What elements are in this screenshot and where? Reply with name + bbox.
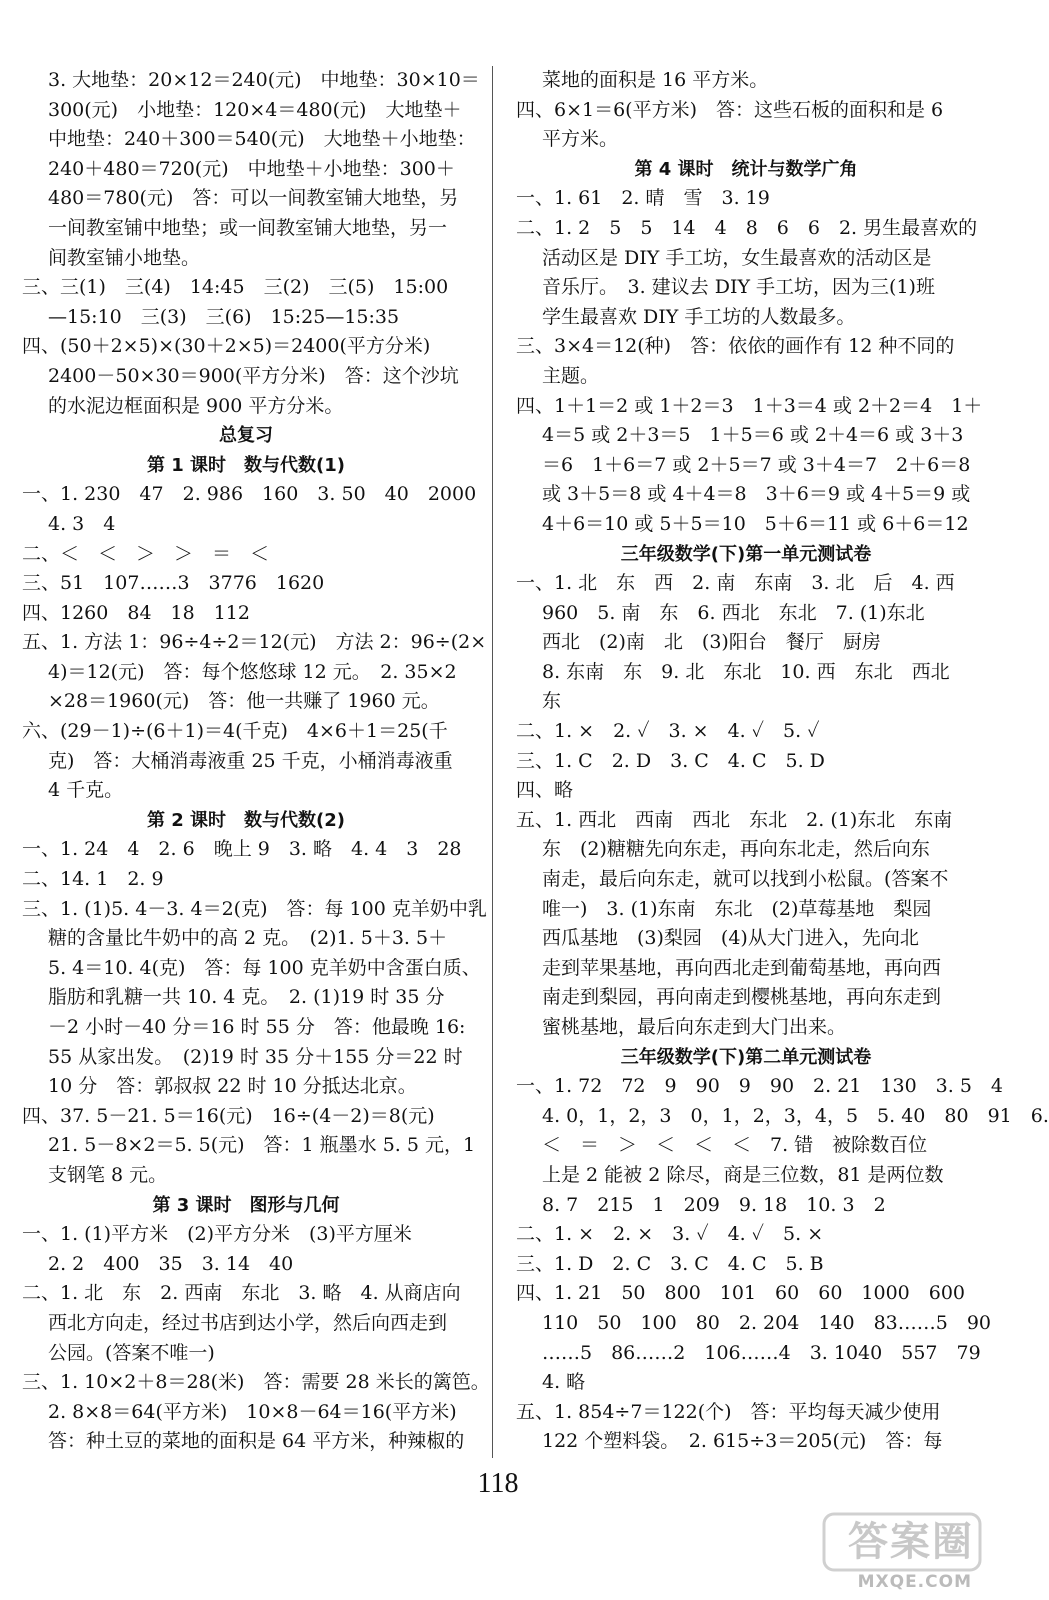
answer-line: 一、1. 24 4 2. 6 晚上 9 3. 略 4. 4 3 28 <box>22 838 462 861</box>
answer-line: 东 <box>542 690 562 713</box>
answer-line: 音乐厅。 3. 建议去 DIY 手工坊，因为三(1)班 <box>542 276 935 299</box>
answer-line: 或 3＋5＝8 或 4＋4＝8 3＋6＝9 或 4＋5＝9 或 <box>542 483 971 506</box>
answer-line: 三、3×4＝12(种) 答：依依的画作有 12 种不同的 <box>516 335 955 358</box>
answer-line: 西瓜基地 (3)梨园 (4)从大门进入，先向北 <box>542 927 919 950</box>
watermark-title: 答案圈 <box>848 1519 974 1565</box>
answer-line: 三、51 107……3 3776 1620 <box>22 572 325 595</box>
answer-line: ×28＝1960(元) 答：他一共赚了 1960 元。 <box>48 690 440 713</box>
answer-line: 300(元) 小地垫：120×4＝480(元) 大地垫＋ <box>48 98 462 121</box>
answer-line: 三、1. C 2. D 3. C 4. C 5. D <box>516 749 825 772</box>
answer-line: 平方米。 <box>542 128 619 151</box>
answer-line: 四、6×1＝6(平方米) 答：这些石板的面积和是 6 <box>516 98 944 121</box>
answer-line: 菜地的面积是 16 平方米。 <box>542 69 769 91</box>
answer-line: 三、1. 10×2＋8＝28(米) 答：需要 28 米长的篱笆。 <box>22 1371 490 1394</box>
answer-line: 一、1. 61 2. 晴 雪 3. 19 <box>516 187 770 210</box>
left-column <box>22 66 490 1457</box>
answer-line: 2400－50×30＝900(平方分米) 答：这个沙坑 <box>48 364 459 387</box>
answer-line: 二、14. 1 2. 9 <box>22 868 164 891</box>
answer-line: 学生最喜欢 DIY 手工坊的人数最多。 <box>542 305 856 328</box>
answer-line: 公园。(答案不唯一) <box>48 1341 215 1364</box>
answer-line: 4＝5 或 2＋3＝5 1＋5＝6 或 2＋4＝6 或 3＋3 <box>542 424 964 447</box>
answer-line: 蜜桃基地，最后向东走到大门出来。 <box>542 1016 847 1038</box>
answer-line: 糖的含量比牛奶中的高 2 克。 (2)1. 5＋3. 5＋ <box>48 927 448 950</box>
answer-line: 主题。 <box>542 364 600 387</box>
answer-line: 活动区是 DIY 手工坊，女生最喜欢的活动区是 <box>542 246 932 269</box>
answer-line: 4 千克。 <box>48 779 124 802</box>
answer-line: 上是 2 能被 2 除尽，商是三位数，81 是两位数 <box>542 1163 944 1186</box>
column-divider <box>492 66 493 1458</box>
section-heading: 第 2 课时 数与代数(2) <box>146 809 346 831</box>
answer-line: 中地垫：240＋300＝540(元) 大地垫＋小地垫： <box>48 128 476 151</box>
answer-line: 二、1. × 2. ✓ 3. × 4. ✓ 5. ✓ <box>516 720 820 743</box>
answer-line: 的水泥边框面积是 900 平方分米。 <box>48 394 344 417</box>
answer-line: 四、1260 84 18 112 <box>22 601 250 624</box>
answer-line: 间教室铺小地垫。 <box>48 246 201 269</box>
answer-line: 南走，最后向东走，就可以找到小松鼠。(答案不 <box>542 868 949 891</box>
answer-line: 四、略 <box>516 779 574 802</box>
answer-line: 122 个塑料袋。 2. 615÷3＝205(元) 答：每 <box>542 1430 943 1453</box>
answer-line: 西北方向走，经过书店到达小学，然后向西走到 <box>48 1311 448 1334</box>
answer-line: 二、＜ ＜ ＞ ＞ ＝ ＜ <box>22 542 270 565</box>
answer-line: 二、1. 2 5 5 14 4 8 6 6 2. 男生最喜欢的 <box>516 216 978 239</box>
answer-line: 4. 3 4 <box>48 512 116 535</box>
section-heading: 第 3 课时 图形与几何 <box>152 1194 340 1216</box>
answer-line: 一间教室铺中地垫；或一间教室铺大地垫，另一 <box>48 216 448 239</box>
answer-line: 5. 4＝10. 4(克) 答：每 100 克羊奶中含蛋白质、 <box>48 956 481 979</box>
section-heading: 第 4 课时 统计与数学广角 <box>634 158 858 180</box>
answer-line: 答：种土豆的菜地的面积是 64 平方米，种辣椒的 <box>48 1430 465 1453</box>
answer-line: －2 小时－40 分＝16 时 55 分 答：他最晚 16: <box>48 1016 466 1038</box>
answer-line: 一、1. 72 72 9 90 9 90 2. 21 130 3. 5 4 <box>516 1075 1004 1098</box>
answer-line: 110 50 100 80 2. 204 140 83……5 90 <box>542 1311 992 1334</box>
answer-line: 4. 略 <box>542 1371 586 1394</box>
answer-line: 480＝780(元) 答：可以一间教室铺大地垫，另 <box>48 187 459 210</box>
answer-line: 8. 7 215 1 209 9. 18 10. 3 2 <box>542 1193 886 1216</box>
answer-line: 三、1. (1)5. 4－3. 4＝2(克) 答：每 100 克羊奶中乳 <box>22 897 487 920</box>
answer-line: 三、三(1) 三(4) 14:45 三(2) 三(5) 15:00 <box>22 276 449 299</box>
answer-line: 2. 2 400 35 3. 14 40 <box>48 1252 294 1275</box>
answer-line: 四、1＋1＝2 或 1＋2＝3 1＋3＝4 或 2＋2＝4 1＋ <box>516 394 983 417</box>
answer-line: 脂肪和乳糖一共 10. 4 克。 2. (1)19 时 35 分 <box>48 986 445 1009</box>
answer-line: 一、1. 230 47 2. 986 160 3. 50 40 2000 <box>22 483 477 506</box>
answer-line: 五、1. 西北 西南 西北 东北 2. (1)东北 东南 <box>516 808 953 831</box>
answer-line: 一、1. (1)平方米 (2)平方分米 (3)平方厘米 <box>22 1223 412 1246</box>
answer-line: 唯一) 3. (1)东南 东北 (2)草莓基地 梨园 <box>542 897 932 920</box>
right-column <box>516 66 1049 1457</box>
section-heading: 三年级数学(下)第二单元测试卷 <box>620 1046 872 1068</box>
answer-line: 西北 (2)南 北 (3)阳台 餐厅 厨房 <box>542 631 881 654</box>
answer-line: 四、1. 21 50 800 101 60 60 1000 600 <box>516 1282 966 1305</box>
section-heading: 总复习 <box>219 425 273 447</box>
answer-line: 五、1. 854÷7＝122(个) 答：平均每天减少使用 <box>516 1400 941 1423</box>
answer-line: 二、1. 北 东 2. 西南 东北 3. 略 4. 从商店向 <box>22 1282 461 1305</box>
answer-line: 4. 0，1，2，3 0，1，2，3，4，5 5. 40 80 91 6. <box>542 1104 1049 1127</box>
section-heading: 第 1 课时 数与代数(1) <box>146 454 346 476</box>
answer-line: ＝6 1＋6＝7 或 2＋5＝7 或 3＋4＝7 2＋6＝8 <box>542 453 971 476</box>
answer-line: 2. 8×8＝64(平方米) 10×8－64＝16(平方米) <box>48 1400 457 1423</box>
answer-line: 三、1. D 2. C 3. C 4. C 5. B <box>516 1252 824 1275</box>
answer-line: 21. 5－8×2＝5. 5(元) 答：1 瓶墨水 5. 5 元，1 <box>48 1134 476 1157</box>
answer-line: 240＋480＝720(元) 中地垫＋小地垫：300＋ <box>48 157 455 180</box>
page-number: 118 <box>477 1468 519 1499</box>
answer-line: 克) 答：大桶消毒液重 25 千克，小桶消毒液重 <box>48 749 453 772</box>
answer-line: 4)＝12(元) 答：每个悠悠球 12 元。 2. 35×2 <box>48 660 457 683</box>
answer-line: ＜ ＝ ＞ ＜ ＜ ＜ 7. 错 被除数百位 <box>542 1134 928 1157</box>
watermark-url: MXQE.COM <box>857 1572 972 1592</box>
answer-line: 六、(29－1)÷(6＋1)＝4(千克) 4×6＋1＝25(千 <box>22 720 448 743</box>
answer-line: 二、1. × 2. × 3. ✓ 4. ✓ 5. × <box>516 1223 824 1246</box>
answer-line: 4＋6＝10 或 5＋5＝10 5＋6＝11 或 6＋6＝12 <box>542 512 969 535</box>
answer-line: 10 分 答：郭叔叔 22 时 10 分抵达北京。 <box>48 1075 417 1098</box>
answer-line: 支钢笔 8 元。 <box>48 1163 168 1186</box>
answer-line: 四、(50＋2×5)×(30＋2×5)＝2400(平方分米) <box>22 335 431 358</box>
answer-line: 南走到梨园，再向南走到樱桃基地，再向东走到 <box>542 986 942 1009</box>
answer-line: 一、1. 北 东 西 2. 南 东南 3. 北 后 4. 西 <box>516 572 955 595</box>
answer-line: 五、1. 方法 1：96÷4÷2＝12(元) 方法 2：96÷(2× <box>22 631 487 654</box>
answer-line: 四、37. 5－21. 5＝16(元) 16÷(4－2)＝8(元) <box>22 1104 435 1127</box>
answer-line: 960 5. 南 东 6. 西北 东北 7. (1)东北 <box>542 601 925 624</box>
answer-line: ……5 86……2 106……4 3. 1040 557 79 <box>542 1341 981 1364</box>
section-heading: 三年级数学(下)第一单元测试卷 <box>620 543 872 565</box>
answer-line: 东 (2)糖糖先向东走，再向东北走，然后向东 <box>542 838 930 861</box>
answer-line: 走到苹果基地，再向西北走到葡萄基地，再向西 <box>542 956 942 979</box>
answer-line: 8. 东南 东 9. 北 东北 10. 西 东北 西北 <box>542 660 950 683</box>
answer-line: 3. 大地垫：20×12＝240(元) 中地垫：30×10＝ <box>48 69 480 91</box>
answer-line: —15:10 三(3) 三(6) 15:25—15:35 <box>48 305 400 328</box>
answer-line: 55 从家出发。 (2)19 时 35 分＋155 分＝22 时 <box>48 1045 463 1068</box>
